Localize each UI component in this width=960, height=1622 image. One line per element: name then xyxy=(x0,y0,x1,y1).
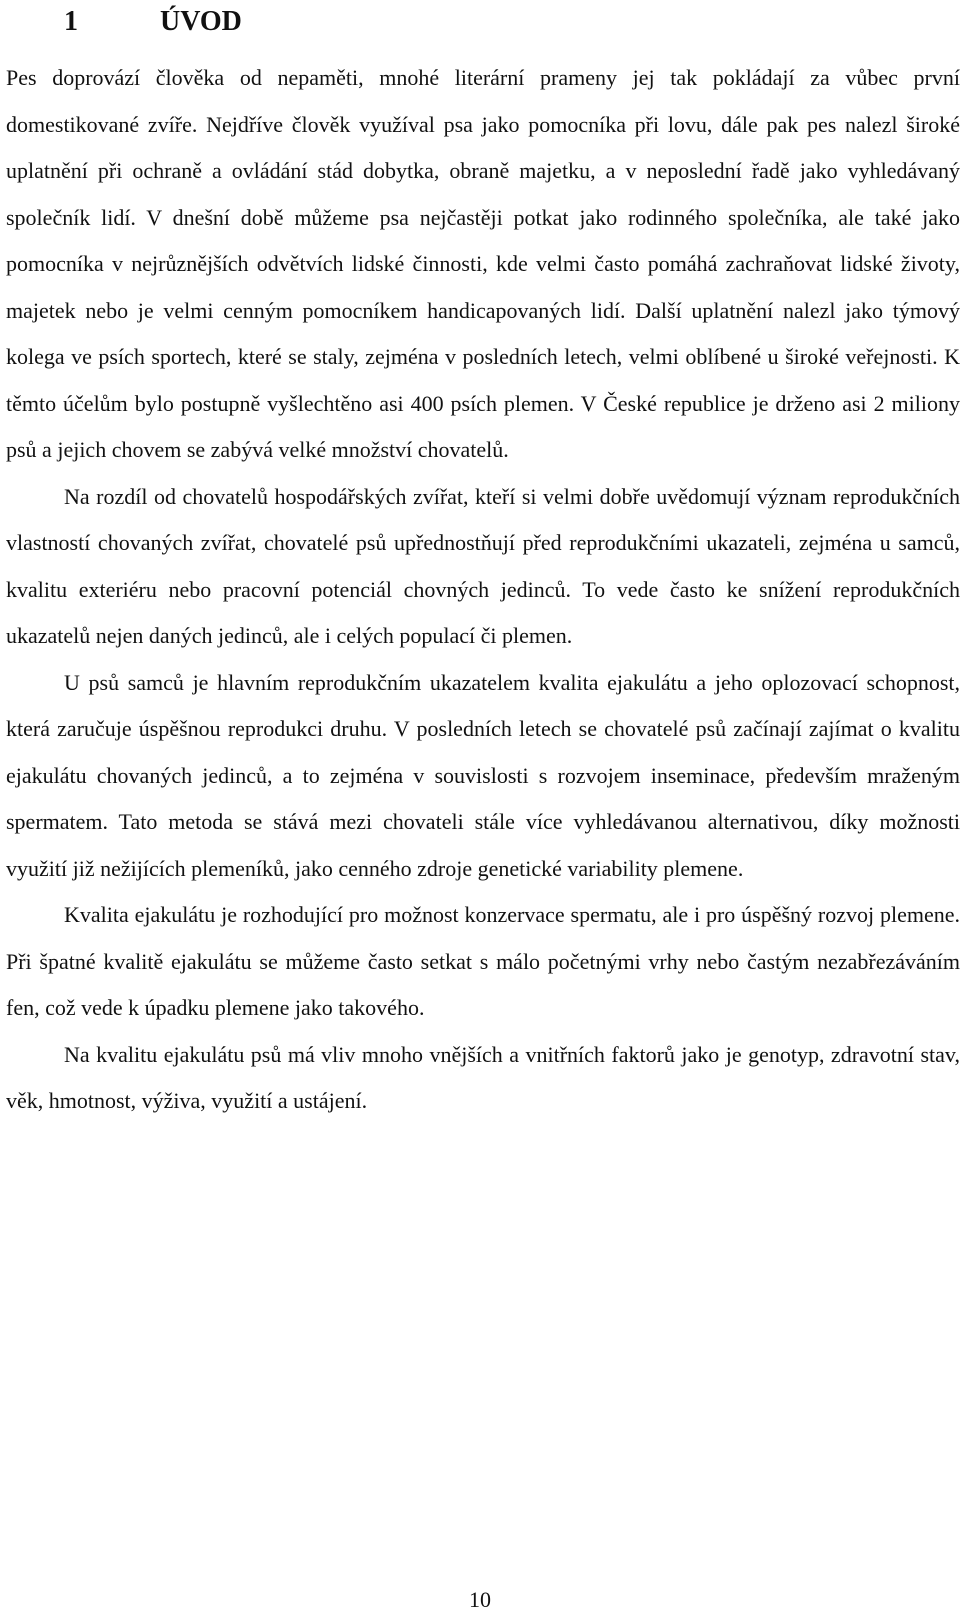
page-number: 10 xyxy=(469,1587,491,1612)
chapter-number: 1 xyxy=(64,6,78,37)
paragraph-5: Na kvalitu ejakulátu psů má vliv mnoho vnějších a vnitřních faktorů jako je genotyp, zdravotní stav, věk, hmotnost, výživa, využití a ustájení. xyxy=(6,1041,960,1113)
chapter-title: ÚVOD xyxy=(160,6,242,37)
paragraph-3: U psů samců je hlavním reprodukčním ukazatelem kvalita ejakulátu a jeho oplozovací schopnost, která zaručuje úspěšnou reprodukci druhu. V posledních letech se chovatelé psů začínají zajímat o kvalitu ejakulátu chovaných jedinců, a to zejména v souvislosti s rozvojem inseminace, především mraženým spermatem. Tato metoda se stává mezi chovateli stále více vyhledávanou alternativou, díky možnosti využití již nežijících plemeníků, jako cenného zdroje genetické variability plemene. xyxy=(6,669,960,881)
body-text xyxy=(6,55,960,1125)
paragraph-1: Pes doprovází člověka od nepaměti, mnohé literární prameny jej tak pokládají za vůbec první domestikované zvíře. Nejdříve člověk využíval psa jako pomocníka při lovu, dále pak pes nalezl široké uplatnění při ochraně a ovládání stád dobytka, obraně majetku, a v neposlední řadě jako vyhledávaný společník lidí. V dnešní době můžeme psa nejčastěji potkat jako rodinného společníka, ale také jako pomocníka v nejrůznějších odvětvích lidské činnosti, kde velmi často pomáhá zachraňovat lidské životy, majetek nebo je velmi cenným pomocníkem handicapovaných lidí. Další uplatnění nalezl jako týmový kolega ve psích sportech, které se staly, zejména v posledních letech, velmi oblíbené u široké veřejnosti. K těmto účelům bylo postupně vyšlechtěno asi 400 psích plemen. V České republice je drženo asi 2 miliony psů a jejich chovem se zabývá velké množství chovatelů. xyxy=(6,65,960,462)
paragraph-2: Na rozdíl od chovatelů hospodářských zvířat, kteří si velmi dobře uvědomují význam reprodukčních vlastností chovaných zvířat, chovatelé psů upřednostňují před reprodukčními ukazateli, zejména u samců, kvalitu exteriéru nebo pracovní potenciál chovných jedinců. To vede často ke snížení reprodukčních ukazatelů nejen daných jedinců, ale i celých populací či plemen. xyxy=(6,483,960,648)
chapter-heading xyxy=(64,2,242,42)
paragraph-4: Kvalita ejakulátu je rozhodující pro možnost konzervace spermatu, ale i pro úspěšný rozvoj plemene. Při špatné kvalitě ejakulátu se můžeme často setkat s málo početnými vrhy nebo častým nezabřezáváním fen, což vede k úpadku plemene jako takového. xyxy=(6,902,960,1020)
